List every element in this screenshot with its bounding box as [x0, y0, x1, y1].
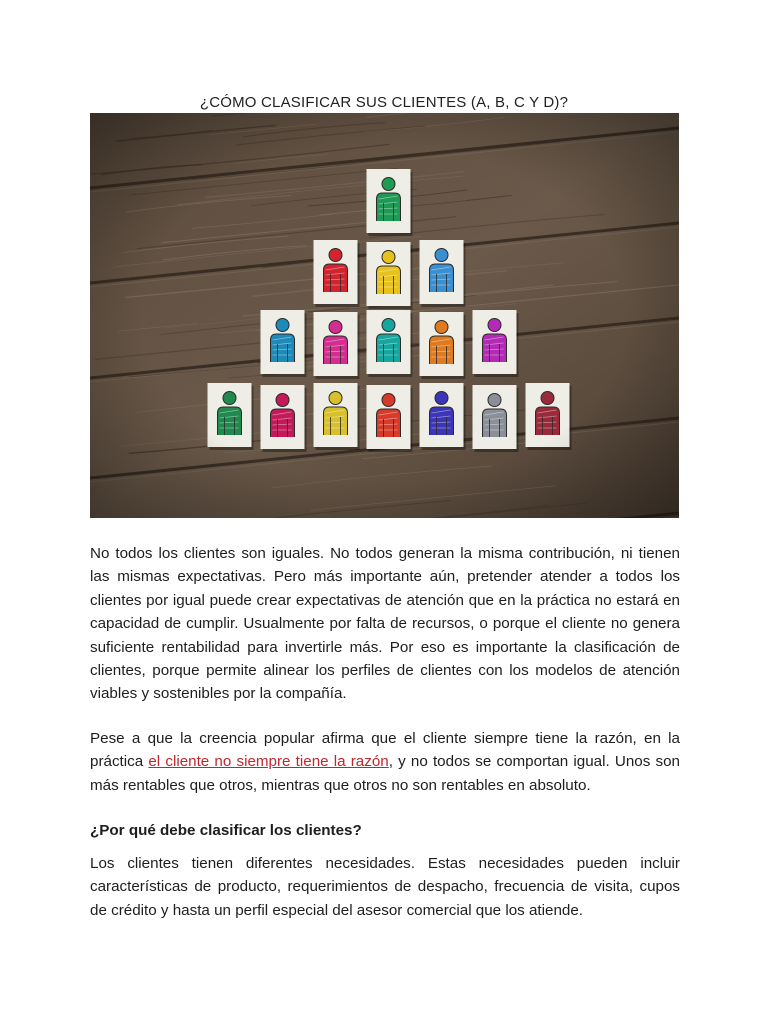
- hero-image-client-pyramid: [90, 113, 679, 518]
- link-customer-not-always-right[interactable]: el cliente no siempre tiene la razón: [148, 753, 389, 771]
- paragraph-needs: Los clientes tienen diferentes necesidades. Estas necesidades pueden incluir características de producto, requerimientos de despacho, frecuencia de visita, cupos de crédito y hasta un perfil especial del asesor comercial que los atiende.: [90, 855, 680, 919]
- paragraph-text-before-link: Pese a que la creencia popular afirma que el cliente siempre tiene la razón, en la práctica: [90, 730, 680, 771]
- paragraph-text-after-link: , y no todos se comportan igual. Unos son más rentables que otros, mientras que otros no son rentables en absoluto.: [90, 753, 680, 794]
- vignette: [90, 113, 679, 518]
- paragraph-intro: No todos los clientes son iguales. No todos generan la misma contribución, ni tienen las mismas expectativas. Pero más importante aún, pretender atender a todos los clientes por igual puede crear expectativas de atención que en la práctica no estará en capacidad de cumplir. Usualmente por falta de recursos, o porque el cliente no genera suficiente rentabilidad para invertirle más. Por eso es importante la clasificación de clientes, porque permite alinear los perfiles de clientes con los modelos de atención viables y sostenibles por la compañía.: [90, 545, 680, 703]
- paragraph-customer-right: [90, 727, 680, 797]
- section-heading: ¿Por qué debe clasificar los clientes?: [90, 822, 362, 839]
- page-title: ¿CÓMO CLASIFICAR SUS CLIENTES (A, B, C Y D)?: [199, 94, 569, 111]
